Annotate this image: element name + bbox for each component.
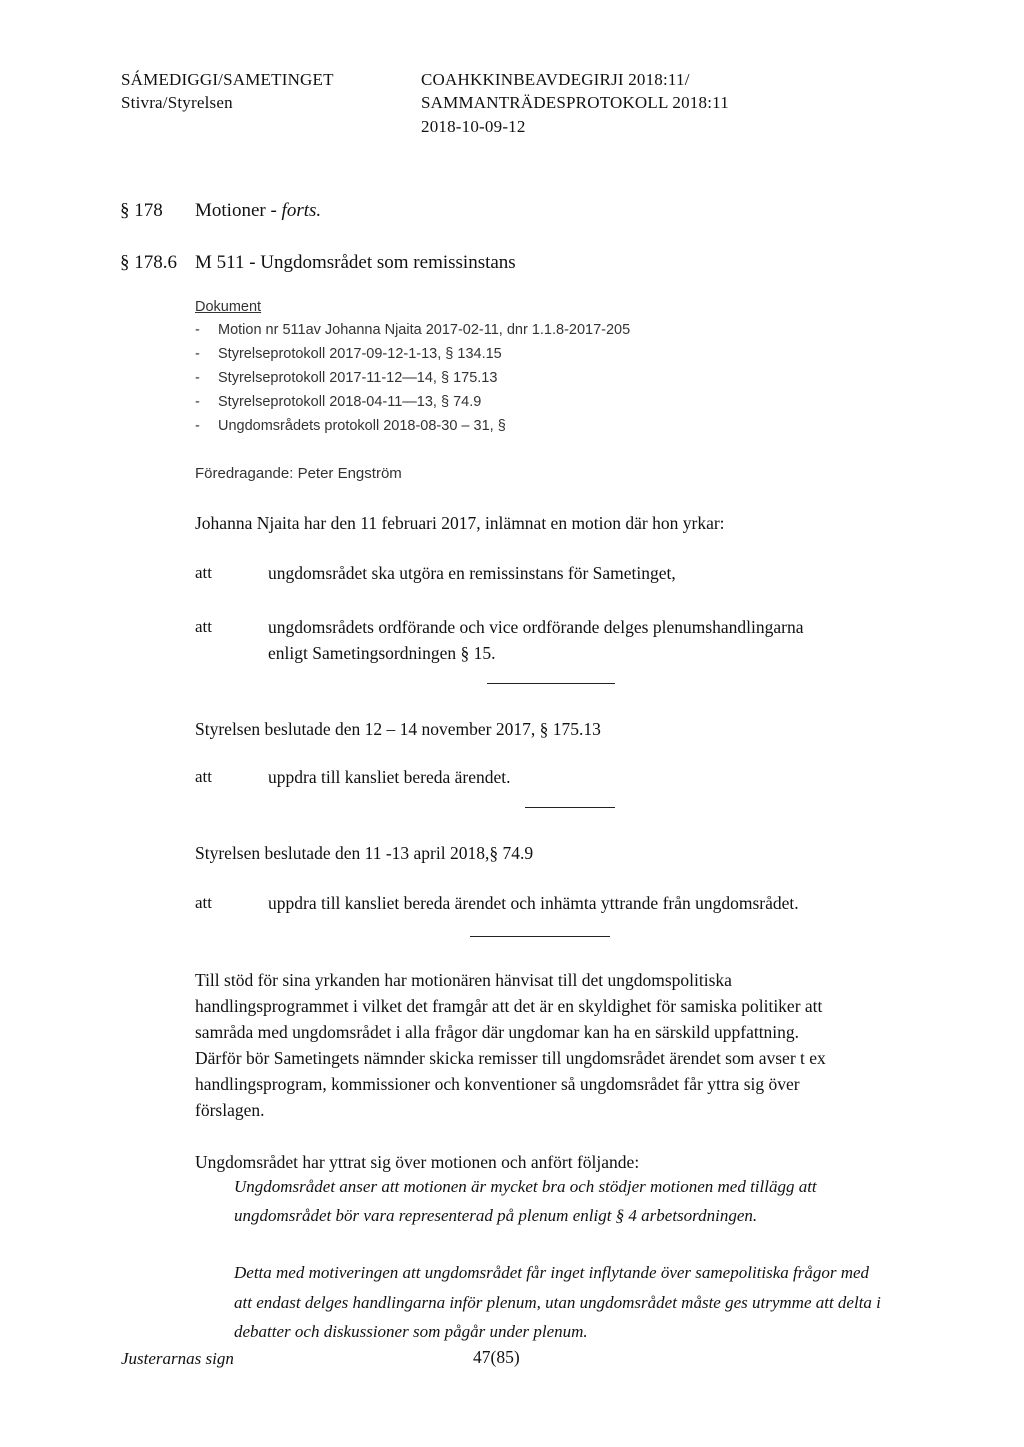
decision-text: uppdra till kansliet bereda ärendet och inhämta yttrande från ungdomsrådet. xyxy=(268,893,799,913)
list-item: Ungdomsrådets protokoll 2018-08-30 – 31, § xyxy=(218,418,506,434)
header-org: SÁMEDIGGI/SAMETINGET xyxy=(121,70,334,89)
subsection-number: § 178.6 xyxy=(120,252,177,273)
page-number: 47(85) xyxy=(473,1347,520,1367)
list-item: Motion nr 511av Johanna Njaita 2017-02-11, dnr 1.1.8-2017-205 xyxy=(218,322,631,338)
demand-text: ungdomsrådet ska utgöra en remissinstans för Sametinget, xyxy=(268,563,676,583)
demand-text: ungdomsrådets ordförande och vice ordförande delges plenumshandlingarna xyxy=(268,617,804,637)
youth-council-intro: Ungdomsrådet har yttrat sig över motionen och anfört följande: xyxy=(195,1152,640,1172)
list-item-dash: - xyxy=(195,394,200,410)
list-item-dash: - xyxy=(195,346,200,362)
list-item-dash: - xyxy=(195,370,200,386)
motion-intro: Johanna Njaita har den 11 februari 2017, inlämnat en motion där hon yrkar: xyxy=(195,513,725,533)
decision-heading: Styrelsen beslutade den 11 -13 april 2018,§ 74.9 xyxy=(195,843,534,863)
header-board: Stivra/Styrelsen xyxy=(121,93,233,112)
paragraph-line: handlingsprogrammet i vilket det framgår att det är en skyldighet för samiska politiker att xyxy=(195,996,823,1016)
att-label: att xyxy=(195,767,212,786)
separator-line xyxy=(487,683,615,684)
section-number: § 178 xyxy=(120,200,163,221)
separator-line xyxy=(525,807,615,808)
list-item-dash: - xyxy=(195,322,200,338)
paragraph-line: samråda med ungdomsrådet i alla frågor där ungdomar kan ha en särskild uppfattning. xyxy=(195,1022,800,1042)
paragraph-line: Därför bör Sametingets nämnder skicka remisser till ungdomsrådet ärendet som avser t ex xyxy=(195,1048,826,1068)
decision-heading: Styrelsen beslutade den 12 – 14 november 2017, § 175.13 xyxy=(195,719,601,739)
quote-line: Ungdomsrådet anser att motionen är mycket bra och stödjer motionen med tillägg att xyxy=(234,1177,817,1196)
quote-line: debatter och diskussioner som pågår under plenum. xyxy=(234,1322,588,1341)
quote-line: att endast delges handlingarna inför plenum, utan ungdomsrådet måste ges utrymme att delta i xyxy=(234,1293,881,1312)
list-item: Styrelseprotokoll 2017-09-12-1-13, § 134.15 xyxy=(218,346,502,362)
quote-line: ungdomsrådet bör vara representerad på plenum enligt § 4 arbetsordningen. xyxy=(234,1206,758,1225)
quote-line: Detta med motiveringen att ungdomsrådet får inget inflytande över samepolitiska frågor med xyxy=(234,1263,870,1282)
header-protocol-sami: COAHKKINBEAVDEGIRJI 2018:11/ xyxy=(421,70,690,89)
paragraph-line: förslagen. xyxy=(195,1100,265,1120)
signature-label: Justerarnas sign xyxy=(121,1349,234,1368)
paragraph-line: handlingsprogram, kommissioner och konventioner så ungdomsrådet får yttra sig över xyxy=(195,1074,800,1094)
decision-text: uppdra till kansliet bereda ärendet. xyxy=(268,767,511,787)
subsection-title: M 511 - Ungdomsrådet som remissinstans xyxy=(195,252,516,273)
presenter: Föredragande: Peter Engström xyxy=(195,465,402,482)
list-item: Styrelseprotokoll 2018-04-11—13, § 74.9 xyxy=(218,394,482,410)
separator-line xyxy=(470,936,610,937)
demand-text-continued: enligt Sametingsordningen § 15. xyxy=(268,643,496,663)
att-label: att xyxy=(195,617,212,636)
att-label: att xyxy=(195,893,212,912)
att-label: att xyxy=(195,563,212,582)
documents-heading: Dokument xyxy=(195,299,262,315)
paragraph-line: Till stöd för sina yrkanden har motionären hänvisat till det ungdomspolitiska xyxy=(195,970,732,990)
list-item-dash: - xyxy=(195,418,200,434)
header-date: 2018-10-09-12 xyxy=(421,117,526,136)
list-item: Styrelseprotokoll 2017-11-12—14, § 175.13 xyxy=(218,370,498,386)
section-title: Motioner - forts. xyxy=(195,200,322,221)
header-protocol-swedish: SAMMANTRÄDESPROTOKOLL 2018:11 xyxy=(421,93,729,112)
